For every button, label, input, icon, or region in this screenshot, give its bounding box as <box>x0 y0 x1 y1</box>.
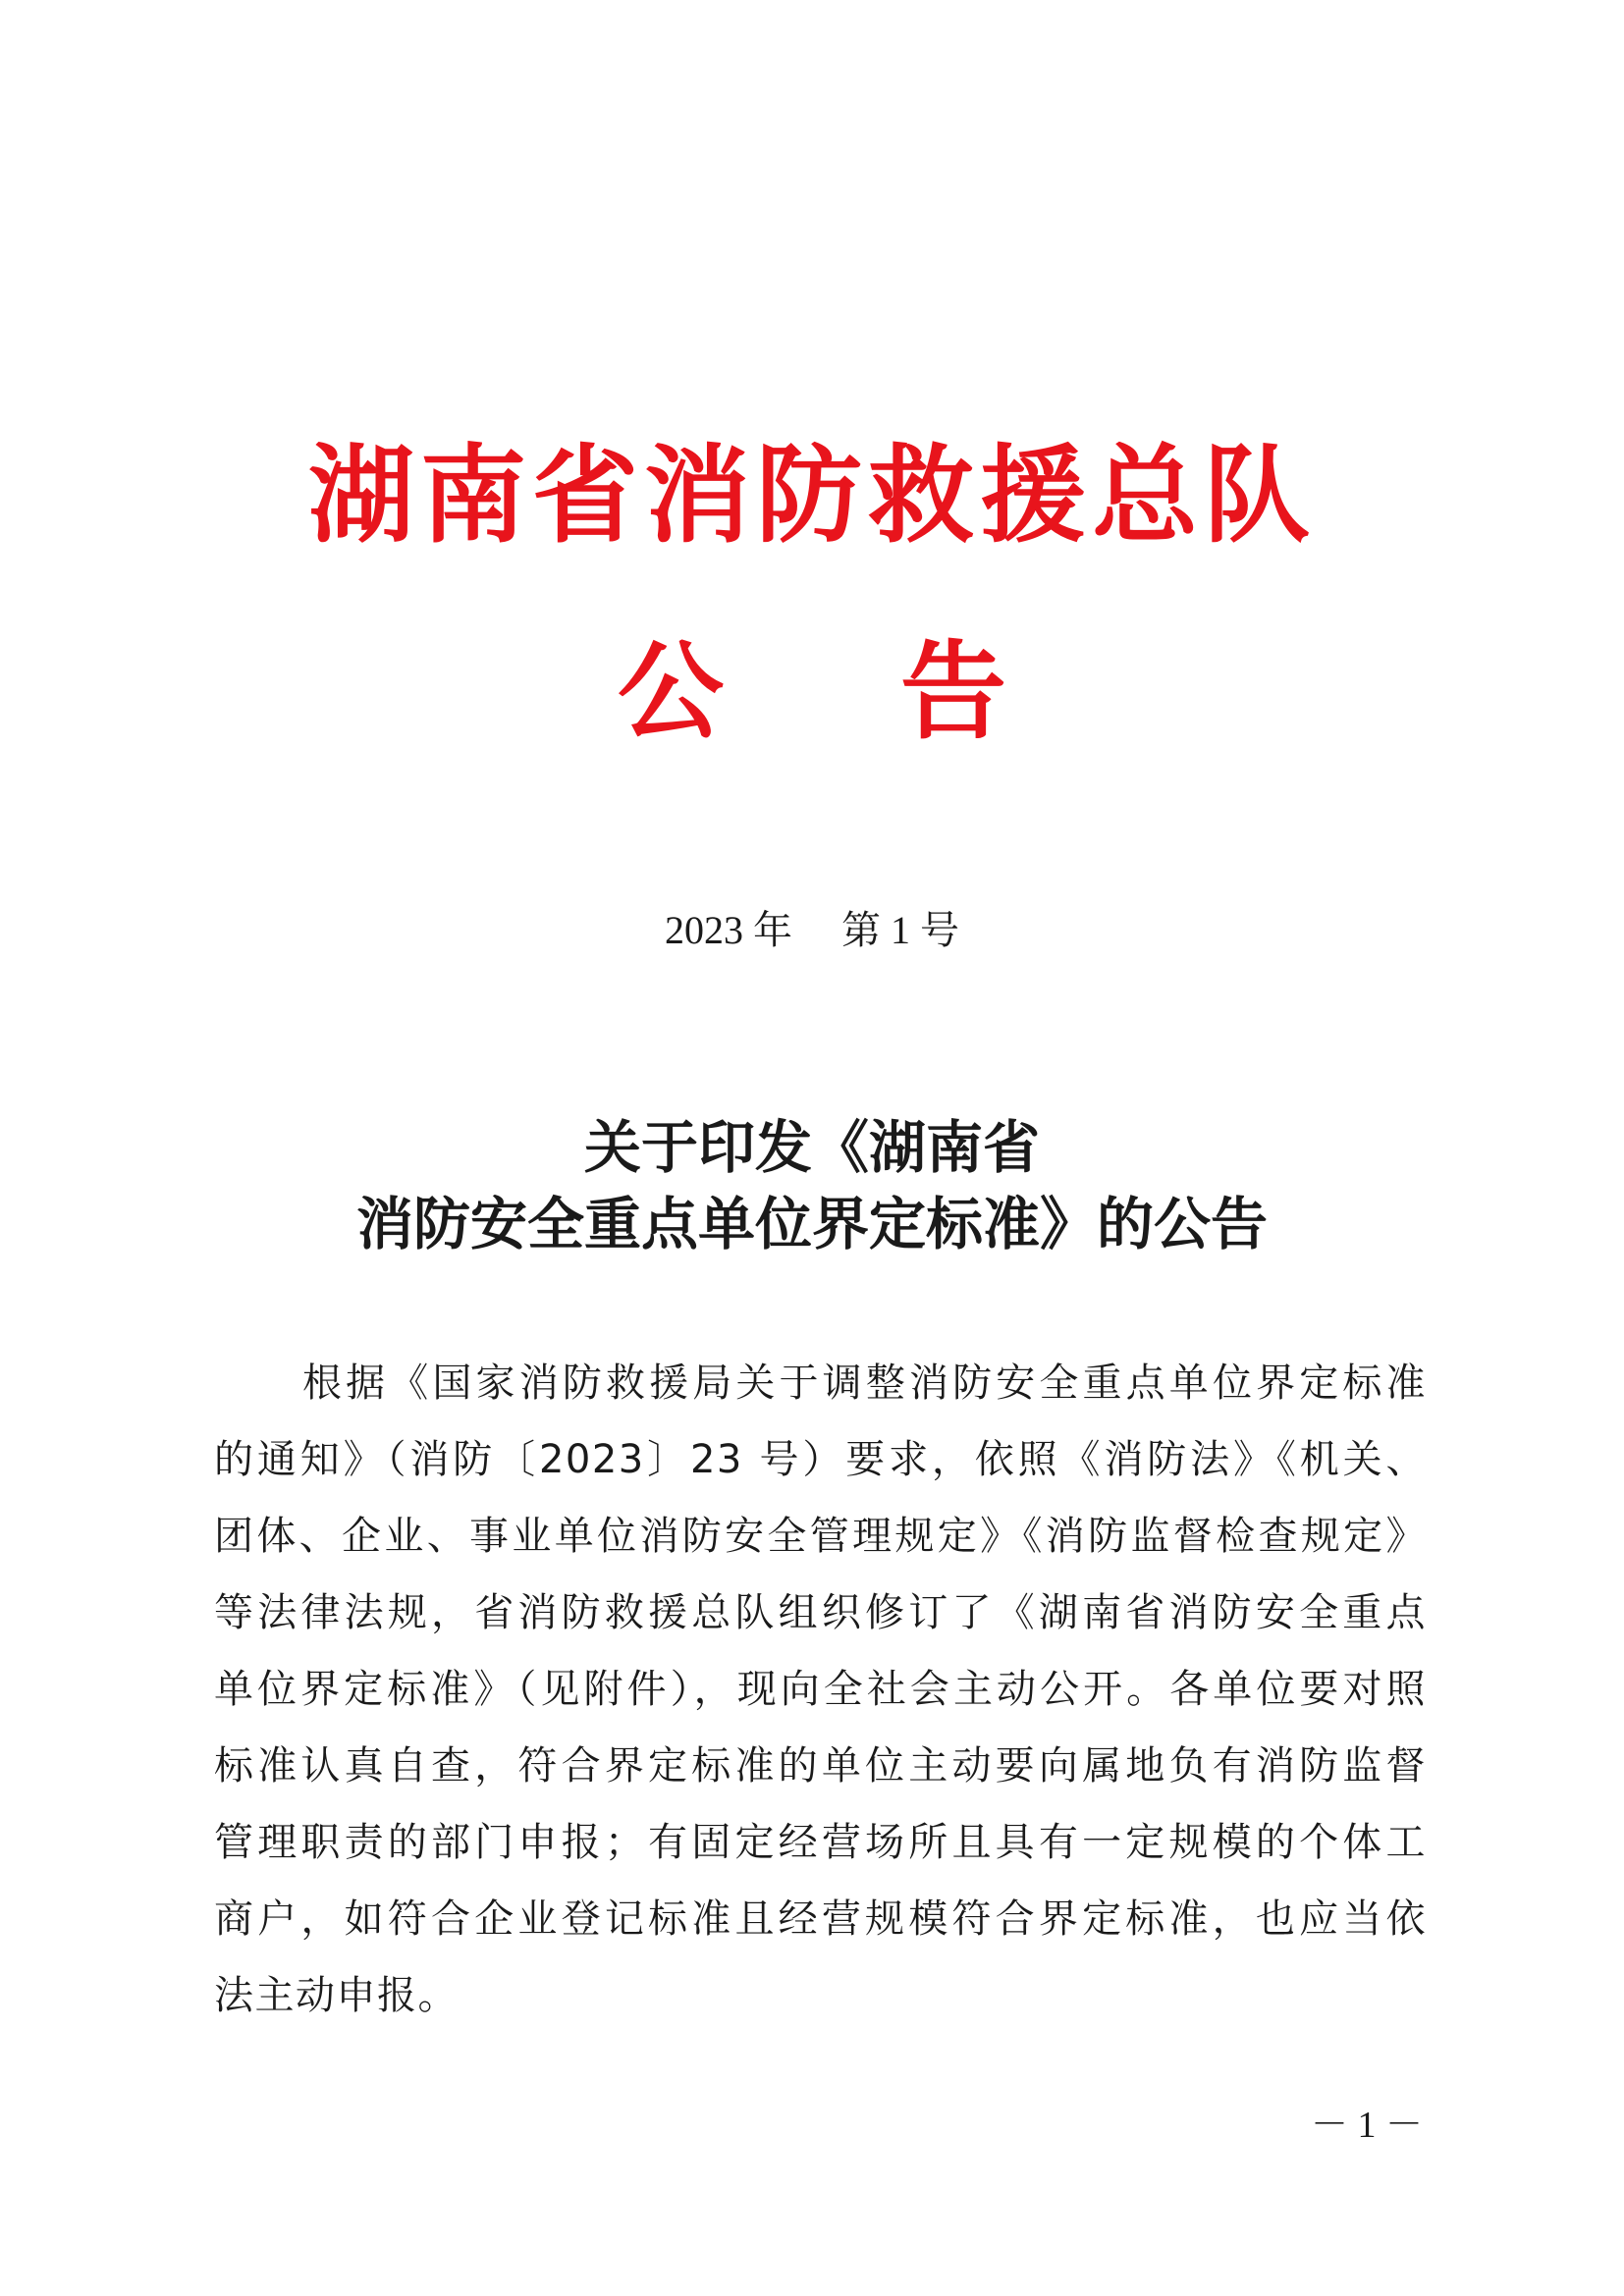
document-type-char-2: 告 <box>900 630 1007 754</box>
body-paragraph <box>214 1345 1427 2034</box>
body-line: 单位界定标准》（见附件），现向全社会主动公开。各单位要对照 <box>214 1667 1427 1712</box>
body-line: 法主动申报。 <box>214 1973 459 2018</box>
document-year: 2023 年 <box>665 908 792 952</box>
document-title-line-2: 消防安全重点单位界定标准》的公告 <box>355 1191 1268 1257</box>
issuing-organization-name: 湖南省消防救援总队 <box>307 434 1316 558</box>
body-line: 团体、企业、事业单位消防安全管理规定》《消防监督检查规定》 <box>214 1514 1427 1559</box>
page-number: － 1 － <box>1310 2105 1423 2146</box>
body-line: 的通知》（消防〔2023〕23 号）要求，依照《消防法》《机关、 <box>214 1437 1427 1482</box>
document-type-char-1: 公 <box>617 630 724 754</box>
document-serial: 第 1 号 <box>841 908 959 952</box>
body-line: 根据《国家消防救援局关于调整消防安全重点单位界定标准 <box>302 1361 1427 1406</box>
body-line: 管理职责的部门申报；有固定经营场所且具有一定规模的个体工 <box>214 1820 1427 1865</box>
body-line: 等法律法规，省消防救援总队组织修订了《湖南省消防安全重点 <box>214 1590 1427 1635</box>
body-line: 标准认真自查，符合界定标准的单位主动要向属地负有消防监督 <box>214 1743 1427 1789</box>
document-title-line-1: 关于印发《湖南省 <box>583 1114 1040 1181</box>
body-line: 商户，如符合企业登记标准且经营规模符合界定标准，也应当依 <box>214 1896 1427 1942</box>
document-type-heading <box>0 628 1624 756</box>
document-number <box>0 901 1624 960</box>
document-title <box>0 1109 1624 1262</box>
